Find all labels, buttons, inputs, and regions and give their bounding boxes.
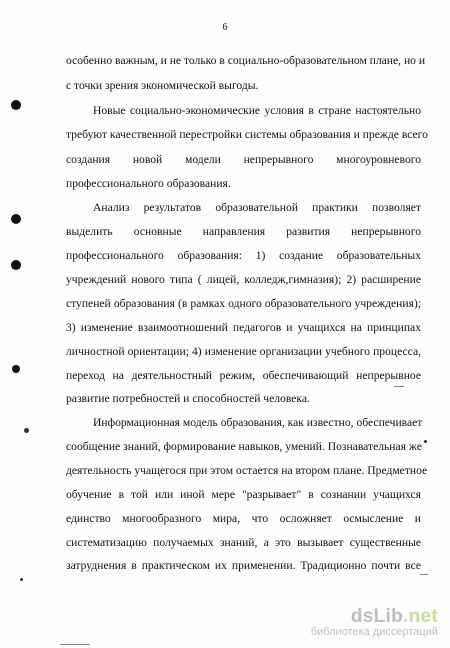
binder-hole xyxy=(11,260,21,270)
page-number: 6 xyxy=(222,22,228,33)
text-line: развитие потребностей и способностей человека. xyxy=(66,392,310,405)
text-line: переход на деятельностный режим, обеспечивающий непрерывное xyxy=(66,369,421,382)
watermark-logo-accent: .net xyxy=(403,606,438,627)
watermark-subtitle: библиотека диссертаций xyxy=(310,626,438,638)
scan-mark xyxy=(420,574,428,575)
watermark-logo xyxy=(311,606,438,628)
scan-speck xyxy=(424,440,427,443)
text-line: с точки зрения экономической выгоды. xyxy=(66,79,259,92)
scan-mark xyxy=(394,386,404,387)
text-line: 3) изменение взаимоотношений педагогов и учащихся на принципах xyxy=(66,321,421,334)
watermark-logo-main: dsLib xyxy=(350,606,404,627)
binder-hole xyxy=(12,365,20,373)
text-line: деятельность учащегося при этом остается на втором плане. Предметное xyxy=(66,464,428,477)
text-line: ступеней образования (в рамках одного образовательного учреждения); xyxy=(66,297,421,310)
text-line: профессионального образования. xyxy=(66,177,231,190)
text-line: обучение в той или иной мере "разрывает" в сознании учащихся xyxy=(66,488,421,501)
text-line: выделить основные направления развития непрерывного xyxy=(66,225,421,238)
text-line: требуют качественной перестройки системы образования и прежде всего xyxy=(66,128,428,141)
scan-speck xyxy=(24,428,29,433)
scan-mark xyxy=(60,644,90,645)
text-line: Новые социально-экономические условия в стране настоятельно xyxy=(93,104,421,117)
text-line: систематизацию получаемых знаний, а это вызывает существенные xyxy=(66,536,421,549)
text-line: профессионального образования: 1) создание образовательных xyxy=(66,249,421,262)
scan-speck xyxy=(20,578,23,581)
text-line: Анализ результатов образовательной практики позволяет xyxy=(93,201,421,214)
dslib-watermark xyxy=(311,606,438,638)
text-line: создания новой модели непрерывного многоуровневого xyxy=(66,153,421,166)
binder-hole xyxy=(11,100,21,110)
text-line: личностной ориентации; 4) изменение организации учебного процесса, xyxy=(66,345,421,358)
text-line: Информационная модель образования, как известно, обеспечивает xyxy=(93,416,423,429)
text-line: сообщение знаний, формирование навыков, умений. Познавательная же xyxy=(66,440,422,453)
text-line: единство многообразного мира, что осложняет осмысление и xyxy=(66,512,421,525)
binder-hole xyxy=(11,214,21,224)
text-line: особенно важным, и не только в социально-образовательном плане, но и xyxy=(66,54,426,67)
text-line: затруднения в практическом их применении. Традиционно почти все xyxy=(66,559,421,572)
text-line: учреждений нового типа ( лицей, колледж,гимназия); 2) расширение xyxy=(66,273,421,286)
